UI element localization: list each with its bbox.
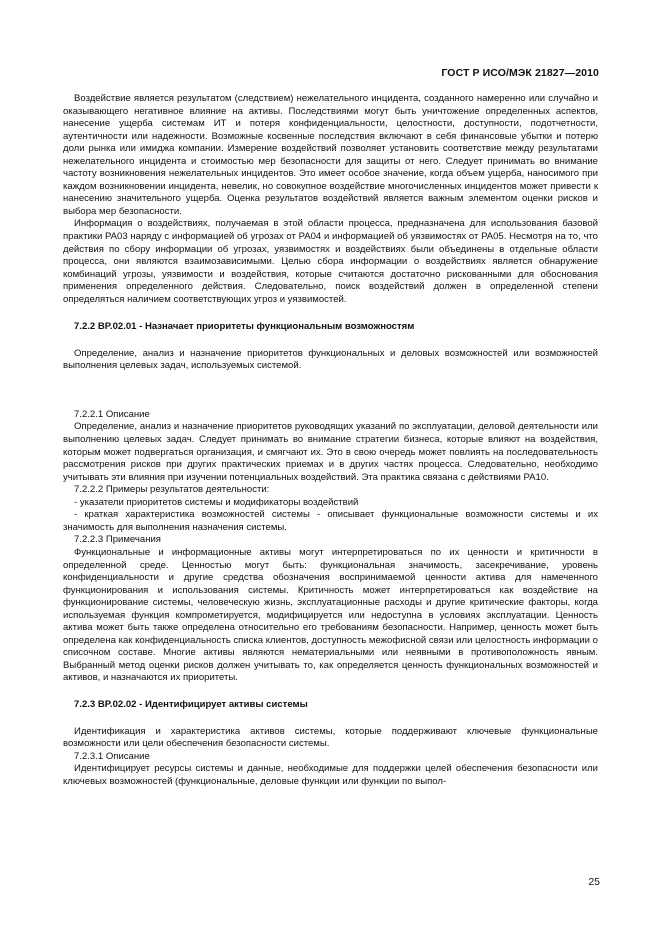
paragraph-bp-02-01-description: Определение, анализ и назначение приоритетов руководящих указаний по эксплуатации, деловой деятельности или выполнению целевых задач. Следует принимать во внимание стратегии бизнеса, которые влияют на воздействия, которым может подвергаться организация, и смягчают их. Это в свою очередь может повлиять на последовательность рассмотрения рисков при других практических приемах и в других частях процесса. Следовательно, необходимо учитывать эти влияния при изучении потенциальных воздействий. Эта практика связана с действиями PA10.: [63, 421, 598, 483]
document-header: ГОСТ Р ИСО/МЭК 21827—2010: [441, 67, 599, 79]
subsection-heading-notes: 7.2.2.3 Примечания: [74, 534, 161, 546]
list-item: - краткая характеристика возможностей системы - описывает функциональные возможности системы и их значимость для выполнения назначения системы.: [63, 509, 598, 533]
section-heading-bp-02-01: 7.2.2 BP.02.01 - Назначает приоритеты функциональным возможностям: [74, 321, 415, 333]
document-body: [63, 93, 598, 788]
list-item: - указатели приоритетов системы и модификаторы воздействий: [74, 496, 359, 508]
paragraph-bp-02-02-summary: Идентификация и характеристика активов системы, которые поддерживают ключевые функциональные возможности или цели обеспечения безопасности системы.: [63, 725, 598, 750]
subsection-heading-description: 7.2.3.1 Описание: [74, 750, 150, 762]
subsection-heading-work-products: 7.2.2.2 Примеры результатов деятельности:: [74, 484, 270, 496]
subsection-heading-description: 7.2.2.1 Описание: [74, 408, 150, 420]
section-heading-bp-02-02: 7.2.3 BP.02.02 - Идентифицирует активы системы: [74, 698, 308, 710]
page-number: 25: [588, 876, 600, 888]
paragraph-impact-definition: Воздействие является результатом (следствием) нежелательного инцидента, созданного намеренно или случайно и оказывающего негативное влияние на активы. Последствиями могут быть уничтожение определенных аспектов, нанесение ущерба системам ИТ и потеря конфиденциальности, целостности, доступности, подотчетности, аутентичности или надежности. Возможные косвенные последствия включают в себя финансовые убытки и потерю доли рынка или имиджа компании. Измерение воздействий позволяет установить соответствие между результатами нежелательного инцидента и стоимостью мер безопасности для защиты от него. Следует принимать во внимание частоту возникновения нежелательных инцидентов. Это имеет особое значение, когда объем ущерба, наносимого при каждом возникновении инцидента, невелик, но совокупное воздействие многочисленных инцидентов может привести к нанесению значительного ущерба. Оценка результатов воздействий является важным элементом оценки рисков и выбора мер безопасности.: [63, 93, 598, 217]
paragraph-bp-02-01-summary: Определение, анализ и назначение приоритетов функциональных и деловых возможностей или возможностей выполнения целевых задач, используемых системой.: [63, 347, 598, 372]
paragraph-bp-02-01-notes: Функциональные и информационные активы могут интерпретироваться по их ценности и критичности в определенной среде. Ценностью могут быть: функциональная значимость, засекречивание, уровень конфиденциальности и другие средства обозначения воспринимаемой ценности актива для намеченного функционирования и использования системы. Критичность может интерпретироваться как воздействие на функционирование системы, человеческую жизнь, эксплуатационные расходы и другие критические факторы, когда используемая функция компрометируется, модифицируется или недоступна в условиях эксплуатации. Ценность актива может быть также определена относительно его требованиям безопасности. Например, ценность может быть определена как конфиденциальность списка клиентов, доступность межофисной связи или целостность информации о списочном составе. Многие активы являются нематериальными или неявными в противоположность явным. Выбранный метод оценки рисков должен учитывать то, как определяется ценность функциональных возможностей и активов, и назначаются их приоритеты.: [63, 546, 598, 684]
paragraph-impact-information: Информация о воздействиях, получаемая в этой области процесса, предназначена для использования базовой практики PA03 наряду с информацией об угрозах от PA04 и информацией об уязвимостях от PA05. Несмотря на то, что действия по сбору информации об угрозах, уязвимостях и воздействиях были объединены в отдельные области процесса, они являются взаимозависимыми. Целью сбора информации о воздействиях является обнаружение комбинаций угрозы, уязвимости и воздействия, которые считаются достаточно рискованными для обоснования применения определенного действия. Следовательно, поиск воздействий должен в определенной степени определяться наличием соответствующих угроз и уязвимостей.: [63, 218, 598, 305]
paragraph-bp-02-02-description: Идентифицирует ресурсы системы и данные, необходимые для поддержки целей обеспечения безопасности или ключевых возможностей (функциональные, деловые функции или функции по выпол-: [63, 763, 598, 787]
